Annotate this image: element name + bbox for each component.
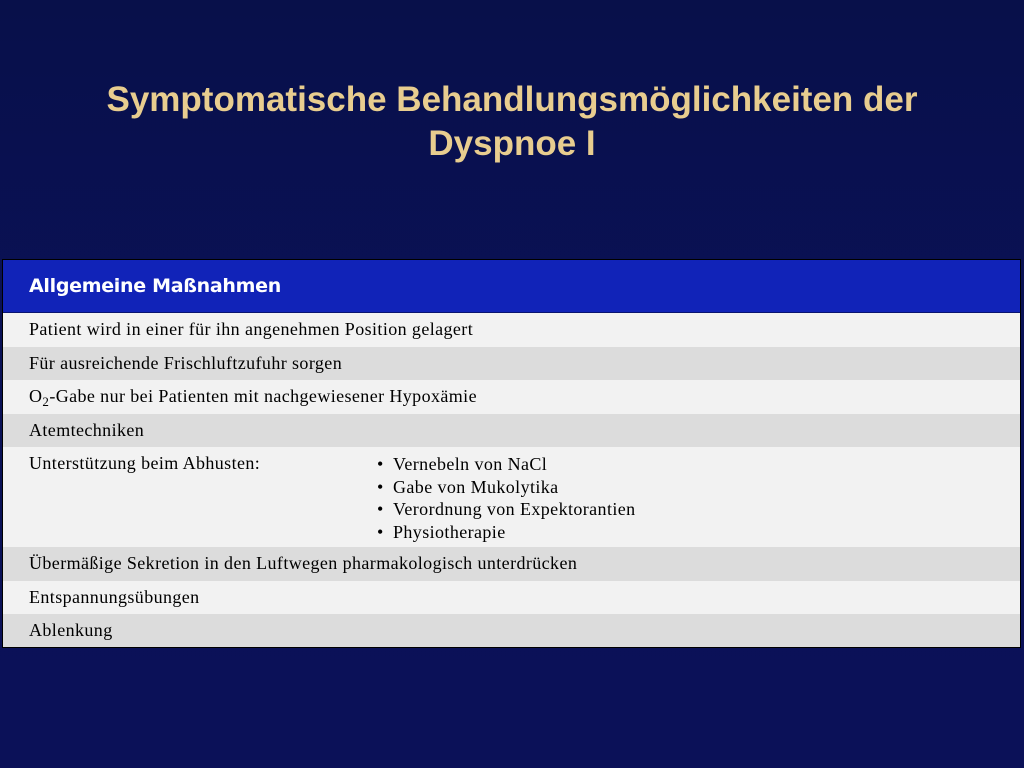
table-row — [3, 380, 1020, 414]
row-label: Übermäßige Sekretion in den Luftwegen pharmakologisch unterdrücken — [29, 553, 578, 573]
list-item — [377, 521, 636, 544]
list-item — [377, 453, 636, 476]
bullet-icon: • — [377, 476, 384, 497]
list-item-text: Vernebeln von NaCl — [393, 454, 548, 474]
bullet-icon: • — [377, 454, 384, 474]
table-row — [3, 347, 1020, 381]
row-label: Ablenkung — [29, 620, 113, 640]
list-item-text: Verordnung von Expektorantien — [393, 499, 636, 519]
list-item-text: Gabe von Mukolytika — [393, 476, 559, 497]
slide-title-line-2: Dyspnoe I — [428, 124, 596, 163]
row-label: Atemtechniken — [29, 419, 145, 440]
table-row — [3, 447, 1020, 547]
bullet-list — [377, 453, 636, 543]
table-row — [3, 414, 1020, 448]
table-row — [3, 614, 1020, 648]
table-row — [3, 547, 1020, 581]
slide-title — [0, 78, 1024, 166]
list-item — [377, 476, 636, 499]
row-label: Für ausreichende Frischluftzufuhr sorgen — [29, 352, 343, 373]
table-header — [3, 260, 1020, 313]
row-label: Patient wird in einer für ihn angenehmen Position gelagert — [29, 319, 474, 339]
row-label — [29, 380, 477, 418]
row-label: Unterstützung beim Abhusten: — [29, 453, 261, 473]
o2-symbol: O — [29, 386, 43, 406]
list-item — [377, 498, 636, 521]
row-label: Entspannungsübungen — [29, 586, 200, 607]
bullet-icon: • — [377, 521, 384, 542]
list-item-text: Physiotherapie — [393, 521, 506, 542]
slide-title-line-1: Symptomatische Behandlungsmöglichkeiten der — [106, 80, 918, 119]
table-header-label: Allgemeine Maßnahmen — [29, 275, 281, 297]
measures-table — [2, 259, 1021, 648]
row-label-suffix: -Gabe nur bei Patienten mit nachgewiesener Hypoxämie — [49, 386, 477, 406]
table-row — [3, 581, 1020, 615]
o2-subscript: 2 — [42, 394, 50, 409]
bullet-icon: • — [377, 499, 384, 519]
table-row — [3, 313, 1020, 347]
